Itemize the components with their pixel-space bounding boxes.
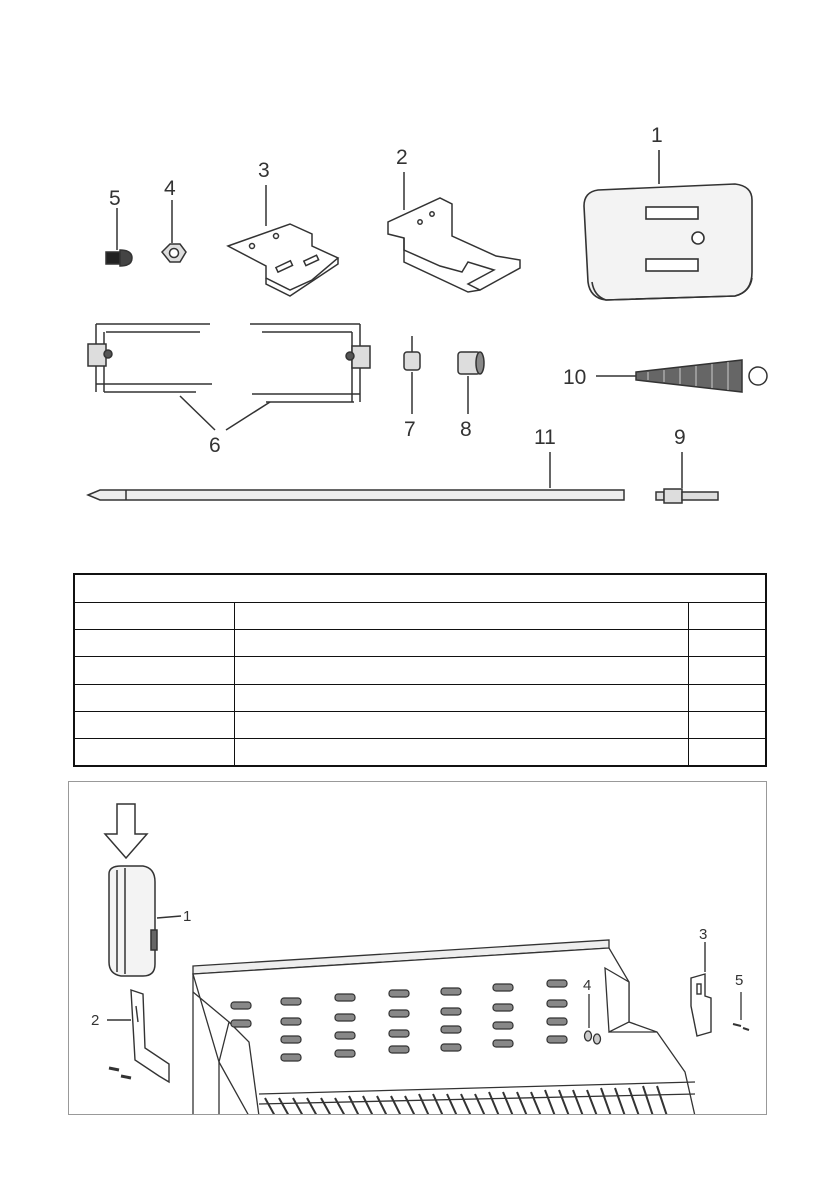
part-l-bracket (388, 172, 520, 292)
install-label-5: 5 (735, 972, 744, 989)
part-label-9: 9 (674, 426, 686, 449)
table-row (74, 738, 766, 766)
part-label-10: 10 (563, 366, 587, 389)
install-screw (733, 992, 749, 1030)
table-cell (689, 603, 767, 630)
table-row (74, 630, 766, 657)
table-cell (235, 630, 689, 657)
table-row (74, 657, 766, 684)
part-pin (656, 452, 718, 503)
down-arrow-icon (105, 804, 147, 858)
parts-diagram (0, 0, 839, 530)
part-screw (106, 208, 132, 266)
install-label-2: 2 (91, 1012, 100, 1029)
table-cell (689, 738, 767, 766)
part-label-4: 4 (164, 177, 176, 200)
part-flat-bracket (228, 185, 338, 296)
part-handle (596, 360, 767, 392)
install-housing (109, 866, 181, 976)
part-label-7: 7 (404, 418, 416, 441)
table-row (74, 684, 766, 711)
table-cell (689, 657, 767, 684)
part-label-11: 11 (534, 426, 556, 449)
installation-diagram (69, 782, 767, 1115)
parts-table (73, 573, 767, 767)
part-housing (584, 150, 752, 300)
table-cell (74, 630, 235, 657)
table-cell (689, 711, 767, 738)
table-cell (74, 603, 235, 630)
table-row (74, 603, 766, 630)
part-label-1: 1 (651, 124, 663, 147)
install-label-1: 1 (183, 908, 192, 925)
table-cell (74, 738, 235, 766)
table-cell (74, 684, 235, 711)
install-label-4: 4 (583, 977, 592, 994)
part-label-8: 8 (460, 418, 472, 441)
part-label-6: 6 (209, 434, 221, 457)
table-caption (74, 574, 766, 603)
installation-figure (68, 781, 767, 1115)
table-cell (74, 657, 235, 684)
table-cell (74, 711, 235, 738)
part-label-3: 3 (258, 159, 270, 182)
table-cell (235, 603, 689, 630)
table-row (74, 711, 766, 738)
part-collar (458, 352, 484, 414)
part-label-5: 5 (109, 187, 121, 210)
part-thumb-screw (404, 336, 420, 414)
table-caption-row (74, 574, 766, 603)
part-label-2: 2 (396, 146, 408, 169)
part-nut (162, 200, 186, 262)
table-cell (235, 657, 689, 684)
table-cell (235, 738, 689, 766)
table-cell (689, 684, 767, 711)
install-flat-bracket (691, 942, 711, 1036)
part-spit-rod (88, 452, 624, 500)
install-l-bracket (107, 990, 169, 1082)
install-label-3: 3 (699, 926, 708, 943)
table-cell (235, 711, 689, 738)
table-cell (235, 684, 689, 711)
table-cell (689, 630, 767, 657)
part-forks (88, 324, 370, 430)
